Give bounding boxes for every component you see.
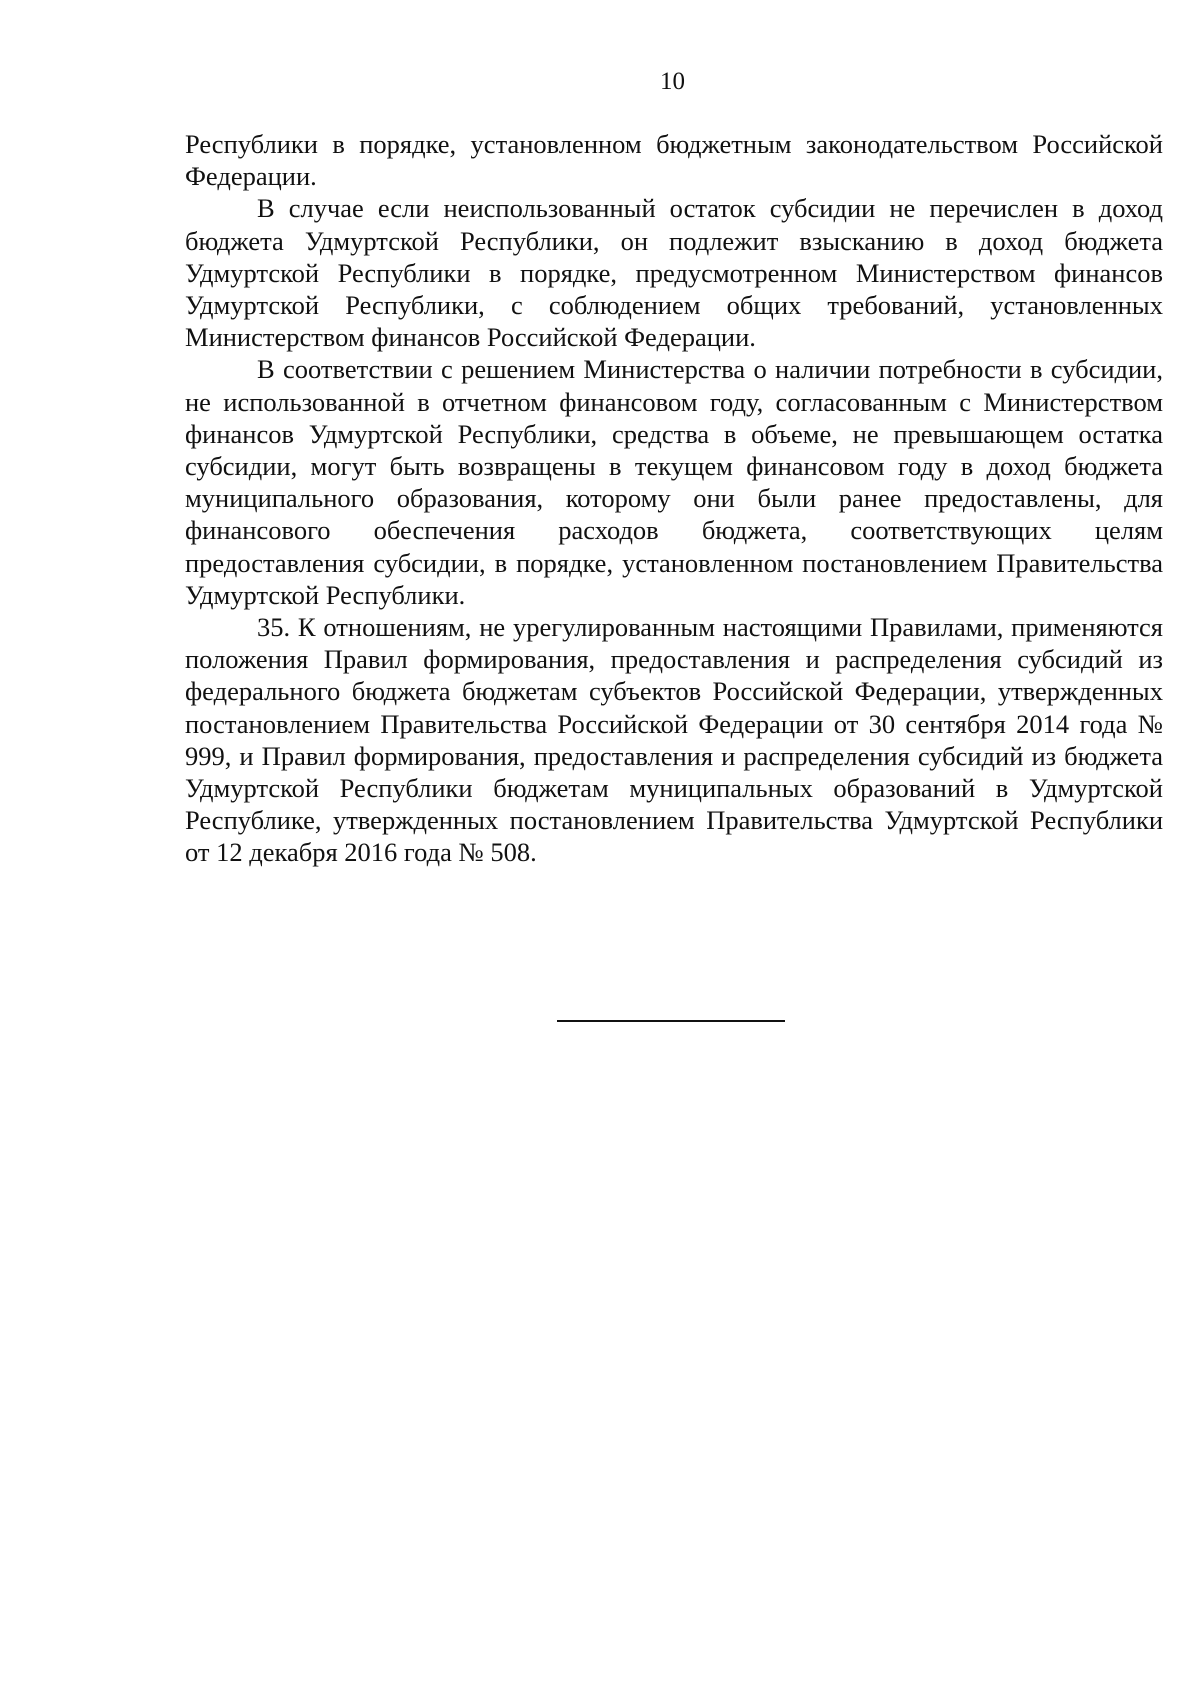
paragraph-ministry-decision: В соответствии с решением Министерства о наличии потребности в субсидии, не использованной в отчетном финансовом году, согласованным с Министерством финансов Удмуртской Республики, средства в объеме, не превышающем остатка субсидии, могут быть возвращены в текущем финансовом году в доход бюджета муниципального образования, которому они были ранее предоставлены, для финансового обеспечения расходов бюджета, соответствующих целям предоставления субсидии, в порядке, установленном постановлением Правительства Удмуртской Республики.: [185, 354, 1163, 610]
end-separator-line: [557, 1020, 785, 1022]
paragraph-continuation: Республики в порядке, установленном бюджетным законодательством Российской Федерации.: [185, 129, 1163, 192]
paragraph-item-35: 35. К отношениям, не урегулированным настоящими Правилами, применяются положения Правил формирования, предоставления и распределения субсидий из федерального бюджета бюджетам субъектов Российской Федерации, утвержденных постановлением Правительства Российской Федерации от 30 сентября 2014 года № 999, и Правил формирования, предоставления и распределения субсидий из бюджета Удмуртской Республики бюджетам муниципальных образований в Удмуртской Республике, утвержденных постановлением Правительства Удмуртской Республики от 12 декабря 2016 года № 508.: [185, 612, 1163, 868]
page-number: 10: [660, 68, 685, 95]
document-body: [185, 128, 1163, 869]
paragraph-unused-balance: В случае если неиспользованный остаток субсидии не перечислен в доход бюджета Удмуртской Республики, он подлежит взысканию в доход бюджета Удмуртской Республики в порядке, предусмотренном Министерством финансов Удмуртской Республики, с соблюдением общих требований, установленных Министерством финансов Российской Федерации.: [185, 193, 1163, 353]
